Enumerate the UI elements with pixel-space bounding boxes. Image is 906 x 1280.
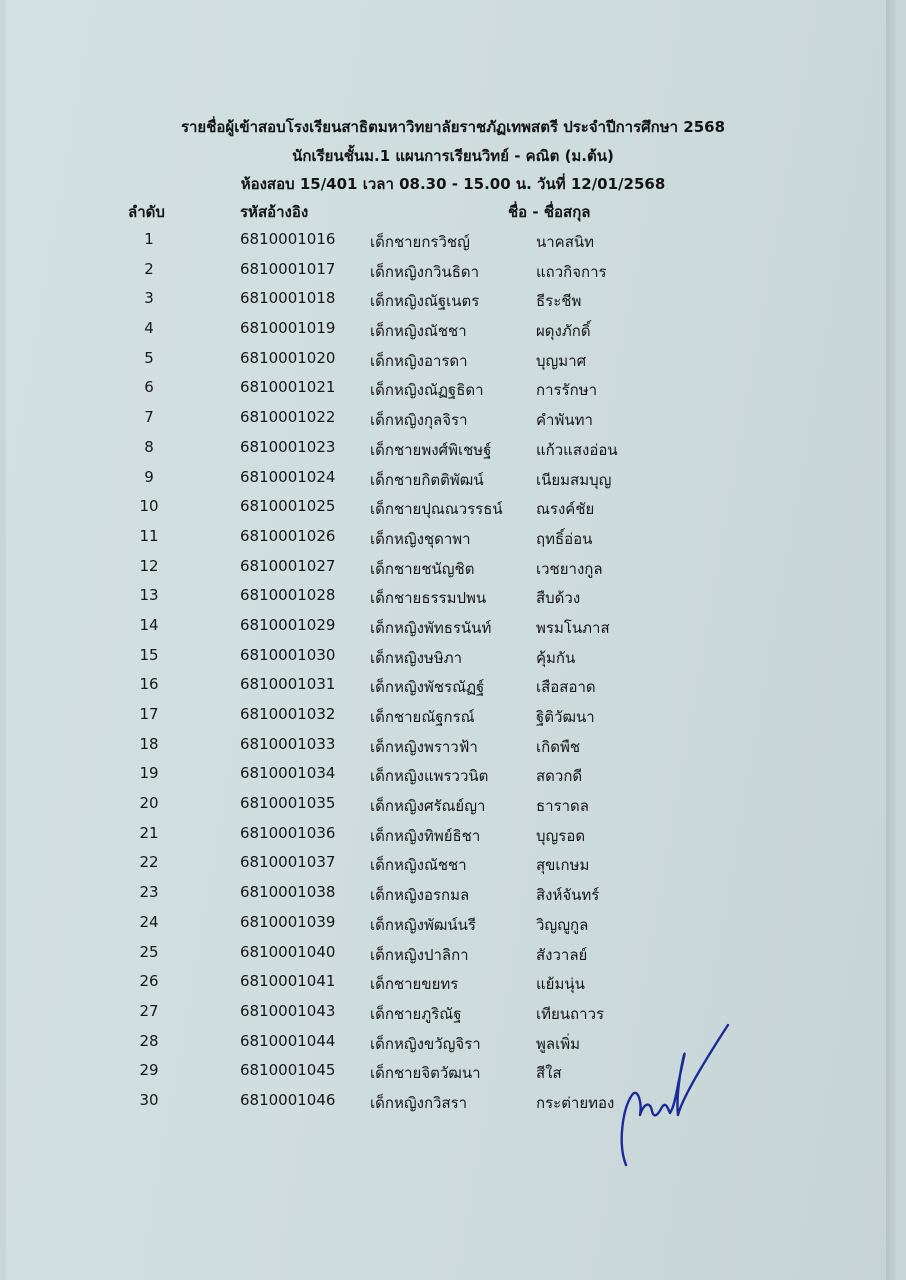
reference-id: 6810001033 <box>240 734 336 753</box>
reference-id: 6810001016 <box>240 230 336 248</box>
student-surname: ณรงค์ชัย <box>536 500 595 519</box>
student-surname: ธีระชีพ <box>536 292 582 311</box>
reference-id: 6810001018 <box>240 289 336 308</box>
student-name: เด็กชายพงศ์พิเชษฐ์ <box>370 440 492 459</box>
student-name: เด็กหญิงณัชชา <box>370 856 467 875</box>
student-surname: กระต่ายทอง <box>536 1093 615 1112</box>
row-number: 12 <box>139 556 159 575</box>
row-number: 23 <box>139 883 159 902</box>
table-row <box>0 703 906 733</box>
reference-id: 6810001021 <box>240 378 336 397</box>
table-row <box>0 733 906 763</box>
student-name: เด็กหญิงกุลจิรา <box>370 411 468 430</box>
student-surname: คุ้มกัน <box>536 648 576 667</box>
row-number: 22 <box>139 853 159 872</box>
student-name: เด็กชายขยทร <box>370 975 459 994</box>
reference-id: 6810001030 <box>240 645 336 664</box>
student-name: เด็กหญิงกวิสรา <box>370 1093 468 1112</box>
row-number: 17 <box>139 705 159 723</box>
table-row <box>0 762 906 792</box>
table-row <box>0 941 906 971</box>
table-row <box>0 1059 906 1089</box>
table-row <box>0 376 906 406</box>
reference-id: 6810001037 <box>240 853 336 872</box>
student-surname: พูลเพิ่ม <box>536 1034 580 1053</box>
row-number: 8 <box>144 437 154 456</box>
table-row <box>0 881 906 911</box>
row-number: 6 <box>144 378 154 397</box>
student-name: เด็กชายจิตวัฒนา <box>370 1064 481 1083</box>
row-number: 26 <box>139 972 159 991</box>
reference-id: 6810001022 <box>240 408 336 427</box>
column-header-no: ลำดับ <box>128 203 165 221</box>
table-row <box>0 466 906 496</box>
row-number: 18 <box>139 734 159 753</box>
header-title: รายชื่อผู้เข้าสอบโรงเรียนสาธิตมหาวิทยาลัยราชภัฏเทพสตรี ประจำปีการศึกษา 2568 <box>180 118 726 136</box>
student-name: เด็กชายภูริณัฐ <box>370 1004 462 1023</box>
student-surname: แถวกิจการ <box>536 262 607 281</box>
table-row <box>0 525 906 555</box>
reference-id: 6810001035 <box>240 794 336 813</box>
reference-id: 6810001045 <box>240 1061 336 1080</box>
student-name: เด็กชายปุณณวรรธน์ <box>370 500 503 519</box>
row-number: 5 <box>144 348 154 367</box>
table-row <box>0 436 906 466</box>
student-surname: เกิดพืช <box>536 737 581 756</box>
row-number: 14 <box>139 615 159 634</box>
table-row <box>0 1089 906 1119</box>
student-surname: ผดุงภักดิ์ <box>536 322 591 341</box>
handwritten-signature-icon <box>612 1015 742 1175</box>
student-surname: สิงห์จันทร์ <box>536 886 600 905</box>
reference-id: 6810001032 <box>240 705 336 723</box>
table-row <box>0 317 906 347</box>
reference-id: 6810001025 <box>240 497 336 516</box>
column-header-name: ชื่อ - ชื่อสกุล <box>508 203 591 221</box>
student-name: เด็กหญิงพราวฟ้า <box>370 737 478 756</box>
student-surname: บุญมาศ <box>536 351 587 370</box>
header-class: นักเรียนชั้นม.1 แผนการเรียนวิทย์ - คณิต (ม.ต้น) <box>292 147 614 165</box>
student-surname: สีใส <box>536 1064 562 1083</box>
reference-id: 6810001040 <box>240 942 336 961</box>
student-surname: การรักษา <box>536 381 598 400</box>
student-surname: ฤทธิ์อ่อน <box>536 529 593 548</box>
row-number: 1 <box>144 230 154 248</box>
row-number: 25 <box>139 942 159 961</box>
student-surname: เสือสอาด <box>536 678 596 697</box>
reference-id: 6810001046 <box>240 1090 336 1109</box>
student-list <box>0 228 906 1119</box>
student-surname: คำพันทา <box>536 411 593 430</box>
student-surname: แย้มนุ่น <box>536 975 585 994</box>
table-row <box>0 406 906 436</box>
reference-id: 6810001019 <box>240 319 336 338</box>
row-number: 21 <box>139 823 159 842</box>
table-row <box>0 287 906 317</box>
student-name: เด็กชายกรวิชญ์ <box>370 233 470 251</box>
reference-id: 6810001038 <box>240 883 336 902</box>
student-name: เด็กหญิงพัชรณัฏฐ์ <box>370 678 485 697</box>
reference-id: 6810001029 <box>240 615 336 634</box>
student-name: เด็กหญิงอารดา <box>370 351 468 370</box>
table-row <box>0 970 906 1000</box>
table-row <box>0 822 906 852</box>
table-row <box>0 555 906 585</box>
student-name: เด็กชายชนัญชิต <box>370 559 475 578</box>
row-number: 30 <box>139 1090 159 1109</box>
table-row <box>0 1000 906 1030</box>
row-number: 13 <box>139 586 159 605</box>
table-row <box>0 792 906 822</box>
student-name: เด็กหญิงกวินธิดา <box>370 262 480 281</box>
row-number: 27 <box>139 1001 159 1020</box>
table-row <box>0 644 906 674</box>
student-surname: บุญรอด <box>536 826 586 845</box>
row-number: 10 <box>139 497 159 516</box>
row-number: 20 <box>139 794 159 813</box>
student-surname: เทียนถาวร <box>536 1004 605 1023</box>
row-number: 19 <box>139 764 159 783</box>
table-row <box>0 228 906 258</box>
student-surname: เนียมสมบุญ <box>536 470 612 489</box>
header-exam-room: ห้องสอบ 15/401 เวลา 08.30 - 15.00 น. วันที่ 12/01/2568 <box>240 175 666 193</box>
student-name: เด็กหญิงณัฐเนตร <box>370 292 480 311</box>
row-number: 29 <box>139 1061 159 1080</box>
student-name: เด็กหญิงแพรววนิต <box>370 767 489 786</box>
table-row <box>0 673 906 703</box>
reference-id: 6810001043 <box>240 1001 336 1020</box>
reference-id: 6810001041 <box>240 972 336 991</box>
row-number: 2 <box>144 259 154 278</box>
student-name: เด็กหญิงณัชชา <box>370 322 467 341</box>
reference-id: 6810001026 <box>240 526 336 545</box>
student-surname: เวชยางกูล <box>536 559 603 578</box>
row-number: 24 <box>139 912 159 931</box>
student-surname: วิญญูกูล <box>536 915 589 934</box>
reference-id: 6810001017 <box>240 259 336 278</box>
student-name: เด็กหญิงทิพย์ธิชา <box>370 826 481 845</box>
reference-id: 6810001023 <box>240 437 336 456</box>
student-name: เด็กหญิงณัฏฐธิดา <box>370 381 484 400</box>
table-row <box>0 911 906 941</box>
reference-id: 6810001024 <box>240 467 336 486</box>
reference-id: 6810001027 <box>240 556 336 575</box>
table-row <box>0 1030 906 1060</box>
table-row <box>0 495 906 525</box>
student-surname: สังวาลย์ <box>536 945 588 964</box>
reference-id: 6810001039 <box>240 912 336 931</box>
student-name: เด็กชายกิตติพัฒน์ <box>370 470 484 489</box>
row-number: 11 <box>139 526 159 545</box>
student-surname: ธาราดล <box>536 797 589 816</box>
table-row <box>0 851 906 881</box>
row-number: 4 <box>144 319 154 338</box>
student-name: เด็กหญิงพัทธรนันท์ <box>370 618 492 637</box>
reference-id: 6810001028 <box>240 586 336 605</box>
student-name: เด็กหญิงชุดาพา <box>370 529 471 548</box>
row-number: 7 <box>144 408 154 427</box>
student-name: เด็กหญิงศรัณย์ญา <box>370 797 486 816</box>
student-name: เด็กชายธรรมปพน <box>370 589 487 608</box>
student-surname: สืบด้วง <box>536 589 581 608</box>
table-row <box>0 347 906 377</box>
row-number: 3 <box>144 289 154 308</box>
table-row <box>0 258 906 288</box>
reference-id: 6810001034 <box>240 764 336 783</box>
student-surname: พรมโนภาส <box>536 618 610 637</box>
row-number: 9 <box>144 467 154 486</box>
student-name: เด็กหญิงพัฒน์นรี <box>370 915 476 934</box>
column-header-id: รหัสอ้างอิง <box>240 203 309 221</box>
student-name: เด็กหญิงขวัญจิรา <box>370 1034 481 1053</box>
student-name: เด็กชายณัฐกรณ์ <box>370 708 475 726</box>
row-number: 28 <box>139 1031 159 1050</box>
reference-id: 6810001036 <box>240 823 336 842</box>
table-row <box>0 614 906 644</box>
student-name: เด็กหญิงษษิภา <box>370 648 463 667</box>
student-surname: แก้วแสงอ่อน <box>536 440 618 459</box>
student-name: เด็กหญิงปาลิกา <box>370 945 469 964</box>
row-number: 15 <box>139 645 159 664</box>
row-number: 16 <box>139 675 159 694</box>
student-surname: ฐิติวัฒนา <box>536 708 595 726</box>
student-name: เด็กหญิงอรกมล <box>370 886 470 905</box>
student-surname: นาคสนิท <box>536 233 595 251</box>
reference-id: 6810001031 <box>240 675 336 694</box>
reference-id: 6810001020 <box>240 348 336 367</box>
student-surname: สดวกดี <box>536 767 583 786</box>
table-row <box>0 584 906 614</box>
student-surname: สุขเกษม <box>536 856 590 875</box>
reference-id: 6810001044 <box>240 1031 336 1050</box>
